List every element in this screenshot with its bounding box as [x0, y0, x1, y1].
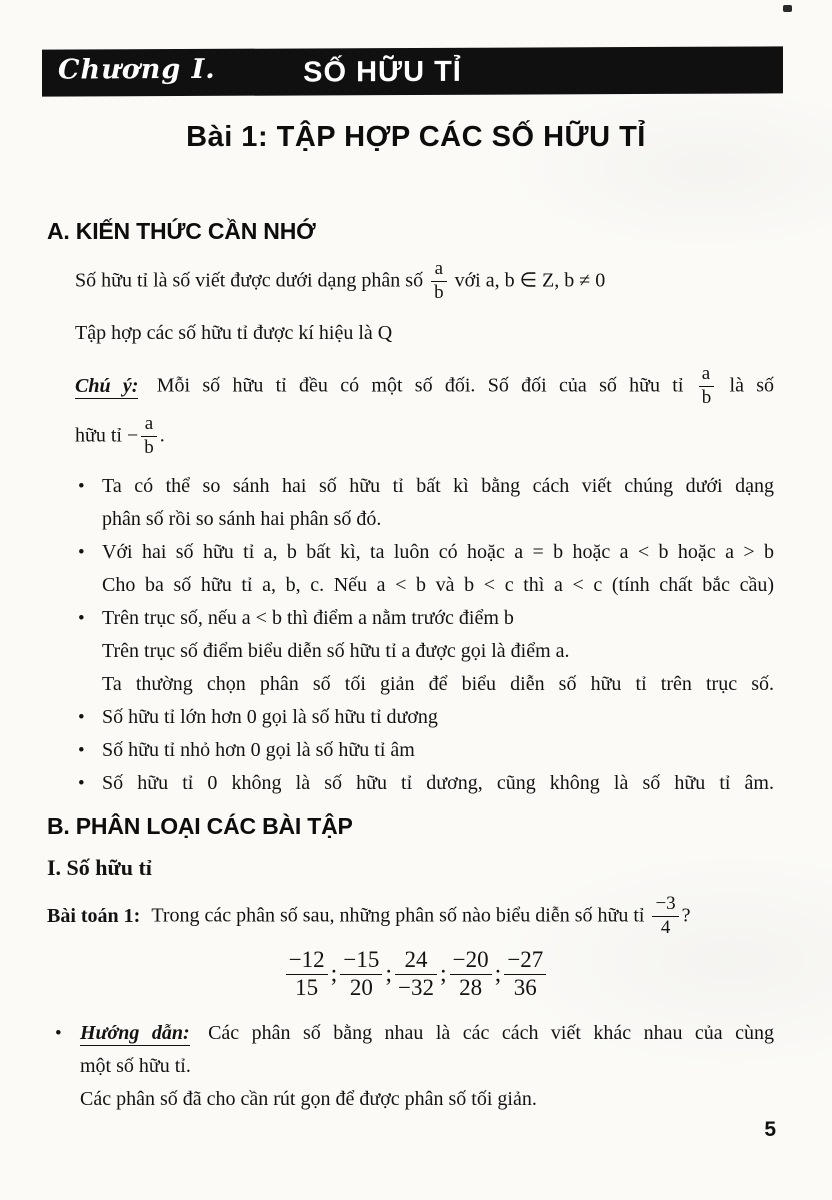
fraction-numerator: −15: [343, 947, 380, 973]
list-item: [78, 470, 774, 536]
bullet-text: Cho ba số hữu tỉ a, b, c. Nếu a < b và b < c thì a < c (tính chất bắc cầu): [102, 574, 774, 597]
subsection-i-heading: I. Số hữu tỉ: [47, 855, 152, 881]
fraction-denominator: b: [141, 436, 157, 459]
definition-line: [75, 257, 774, 305]
fraction-numerator: −12: [288, 947, 325, 973]
separator: ;: [439, 960, 447, 987]
fraction-denominator: b: [699, 386, 715, 409]
problem-1-text: Trong các phân số sau, những phân số nào biểu diễn số hữu tỉ: [151, 904, 645, 927]
bullet-text: Trên trục số, nếu a < b thì điểm a nằm trước điểm b: [102, 607, 514, 630]
definition-text-post: với a, b ∈ Z, b ≠ 0: [454, 269, 606, 292]
fraction-numerator: −27: [507, 947, 544, 973]
list-item: [78, 536, 774, 602]
bullet-text: Số hữu tỉ lớn hơn 0 gọi là số hữu tỉ dương: [102, 706, 438, 729]
note-label: Chú ý:: [75, 374, 139, 397]
fraction-24-over-neg32: [395, 948, 437, 1001]
bullet-icon: •: [55, 1022, 62, 1044]
fraction-denominator: 15: [286, 974, 328, 1001]
guide-paragraph: [55, 1017, 774, 1116]
separator: ;: [385, 960, 392, 987]
fraction-denominator: 28: [450, 974, 492, 1001]
bullet-icon: •: [78, 773, 85, 795]
fraction-neg27-over-36: [504, 948, 546, 1001]
note-paragraph: [75, 362, 774, 460]
fraction-denominator: −32: [395, 974, 437, 1001]
fraction-list: [0, 946, 832, 1003]
fraction-numerator: a: [144, 413, 154, 435]
bullet-text: Với hai số hữu tỉ a, b bất kì, ta luôn có hoặc a = b hoặc a < b hoặc a > b: [102, 541, 774, 564]
fraction-neg20-over-28: [450, 948, 492, 1001]
note-line2-text: hữu tỉ: [75, 424, 122, 447]
chapter-title: SỐ HỮU TỈ: [303, 55, 462, 89]
minus-sign: −: [126, 424, 139, 447]
separator: ;: [494, 960, 502, 987]
bullet-text: phân số rồi so sánh hai phân số đó.: [102, 508, 382, 531]
bullet-icon: •: [78, 542, 85, 564]
note-line-2: [75, 412, 774, 460]
fraction-denominator: b: [431, 281, 447, 304]
list-item: [78, 767, 774, 800]
knowledge-bullet-list: [78, 470, 774, 800]
section-b-heading: B. PHÂN LOẠI CÁC BÀI TẬP: [47, 813, 353, 840]
fraction-neg3-over-4: [652, 894, 678, 938]
problem-1-statement: [47, 892, 774, 940]
fraction-neg15-over-20: [340, 948, 382, 1001]
guide-line-2: một số hữu tỉ.: [80, 1054, 191, 1077]
bullet-text: Số hữu tỉ 0 không là số hữu tỉ dương, cũng không là số hữu tỉ âm.: [102, 772, 774, 795]
bullet-text: Ta thường chọn phân số tối giản để biểu diễn số hữu tỉ trên trục số.: [102, 673, 774, 696]
note-line-1: [75, 362, 774, 410]
bullet-text: Trên trục số điểm biểu diễn số hữu tỉ a được gọi là điểm a.: [102, 640, 570, 663]
fraction-denominator: 4: [652, 916, 678, 939]
section-a-heading: A. KIẾN THỨC CẦN NHỚ: [47, 218, 316, 244]
fraction-a-over-b: [699, 364, 715, 408]
guide-line-3: Các phân số đã cho cần rút gọn để được phân số tối giản.: [80, 1087, 537, 1110]
fraction-numerator: −3: [655, 893, 676, 915]
fraction-denominator: 20: [340, 974, 382, 1001]
fraction-a-over-b: [431, 259, 447, 303]
fraction-numerator: 24: [404, 947, 428, 973]
lesson-title: Bài 1: TẬP HỢP CÁC SỐ HỮU TỈ: [186, 121, 646, 153]
period: .: [159, 424, 165, 447]
note-text-post: là số: [729, 374, 775, 397]
bullet-text: Ta có thể so sánh hai số hữu tỉ bất kì bằng cách viết chúng dưới dạng: [102, 475, 774, 498]
bullet-icon: •: [78, 476, 85, 498]
section-a-body: [75, 257, 774, 460]
fraction-neg12-over-15: [286, 948, 328, 1001]
separator: ;: [330, 960, 338, 987]
fraction-denominator: 36: [504, 974, 546, 1001]
fraction-numerator: a: [701, 363, 711, 385]
list-item: [78, 701, 774, 734]
question-mark: ?: [681, 904, 691, 927]
fraction-numerator: −20: [452, 947, 489, 973]
definition-text-pre: Số hữu tỉ là số viết được dưới dạng phân số: [75, 269, 424, 292]
problem-1-label: Bài toán 1:: [47, 904, 141, 927]
page-number: 5: [764, 1118, 776, 1141]
guide-text: Các phân số bằng nhau là các cách viết khác nhau của cùng: [208, 1021, 774, 1044]
fraction-neg-a-over-b: [141, 414, 157, 458]
list-item: [78, 734, 774, 767]
fraction-numerator: a: [434, 258, 444, 279]
bullet-icon: •: [78, 707, 85, 729]
chapter-label: Chương I.: [58, 53, 216, 86]
guide-line-1: [55, 1017, 774, 1050]
bullet-icon: •: [78, 740, 85, 762]
note-text-pre: Mỗi số hữu tỉ đều có một số đối. Số đối của số hữu tỉ: [156, 374, 684, 397]
bullet-icon: •: [78, 608, 85, 630]
guide-label: Hướng dẫn:: [80, 1021, 190, 1044]
chapter-header-bar: [42, 46, 783, 96]
list-item: [78, 602, 774, 701]
bullet-text: Số hữu tỉ nhỏ hơn 0 gọi là số hữu tỉ âm: [102, 739, 415, 762]
scan-speck: [783, 5, 792, 12]
q-symbol-line: Tập hợp các số hữu tỉ được kí hiệu là Q: [75, 322, 393, 345]
